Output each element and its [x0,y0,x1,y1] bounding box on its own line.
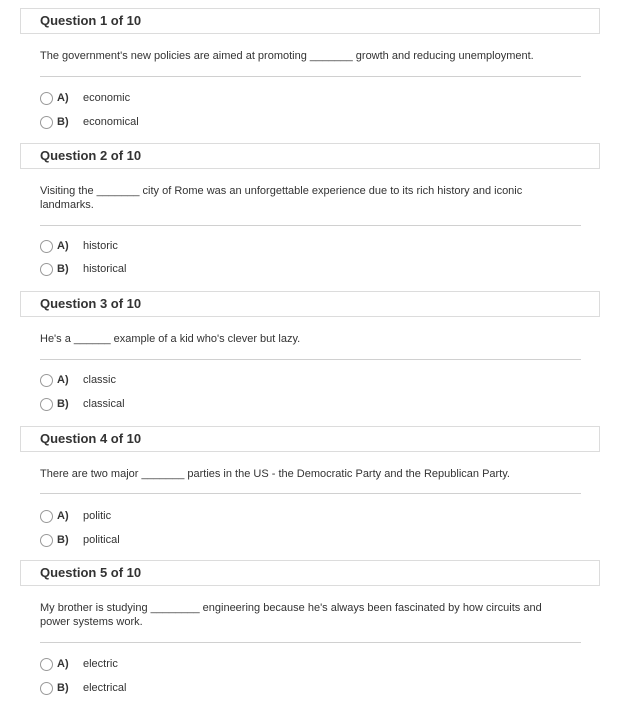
question-title: Question 3 of 10 [20,291,600,317]
radio-button[interactable] [40,374,53,387]
option-letter: B) [57,116,69,128]
question-divider [40,359,581,360]
radio-button[interactable] [40,534,53,547]
radio-button[interactable] [40,510,53,523]
option-label[interactable]: historic [83,240,118,252]
question-title: Question 5 of 10 [20,560,600,586]
radio-button[interactable] [40,240,53,253]
question-title: Question 4 of 10 [20,426,600,452]
question-text: He's a ______ example of a kid who's clever but lazy. [40,333,301,345]
option-label[interactable]: economic [83,92,131,104]
option-a[interactable] [40,508,111,524]
radio-button[interactable] [40,658,53,671]
option-label[interactable]: classic [83,374,117,386]
question-title: Question 1 of 10 [20,8,600,34]
radio-button[interactable] [40,263,53,276]
option-b[interactable] [40,680,126,696]
option-a[interactable] [40,238,118,254]
question-card [20,291,600,421]
option-letter: A) [57,92,69,104]
radio-button[interactable] [40,116,53,129]
option-a[interactable] [40,656,118,672]
radio-button[interactable] [40,682,53,695]
question-divider [40,642,581,643]
option-b[interactable] [40,396,125,412]
question-text: There are two major _______ parties in the US - the Democratic Party and the Republican Party. [40,468,510,480]
question-divider [40,493,581,494]
option-letter: B) [57,682,69,694]
question-text: The government's new policies are aimed at promoting _______ growth and reducing unemployment. [40,50,534,62]
option-label[interactable]: electric [83,658,118,670]
option-label[interactable]: classical [83,398,125,410]
question-card [20,143,600,283]
question-divider [40,76,581,77]
question-text: My brother is studying ________ engineering because he's always been fascinated by how circuits and power systems work. [40,602,542,628]
option-a[interactable] [40,90,130,106]
option-label[interactable]: political [83,534,120,546]
option-label[interactable]: politic [83,510,112,522]
option-letter: B) [57,534,69,546]
question-card [20,8,600,138]
option-label[interactable]: historical [83,263,127,275]
option-letter: B) [57,263,69,275]
question-title: Question 2 of 10 [20,143,600,169]
option-letter: A) [57,658,69,670]
radio-button[interactable] [40,398,53,411]
question-divider [40,225,581,226]
option-letter: A) [57,374,69,386]
option-label[interactable]: electrical [83,682,127,694]
radio-button[interactable] [40,92,53,105]
option-letter: A) [57,510,69,522]
option-b[interactable] [40,114,139,130]
question-card [20,560,600,710]
question-card [20,426,600,556]
option-letter: B) [57,398,69,410]
option-letter: A) [57,240,69,252]
option-b[interactable] [40,261,126,277]
question-text: Visiting the _______ city of Rome was an unforgettable experience due to its rich history and iconic landmarks. [40,185,523,211]
option-b[interactable] [40,532,120,548]
option-a[interactable] [40,372,116,388]
option-label[interactable]: economical [83,116,139,128]
